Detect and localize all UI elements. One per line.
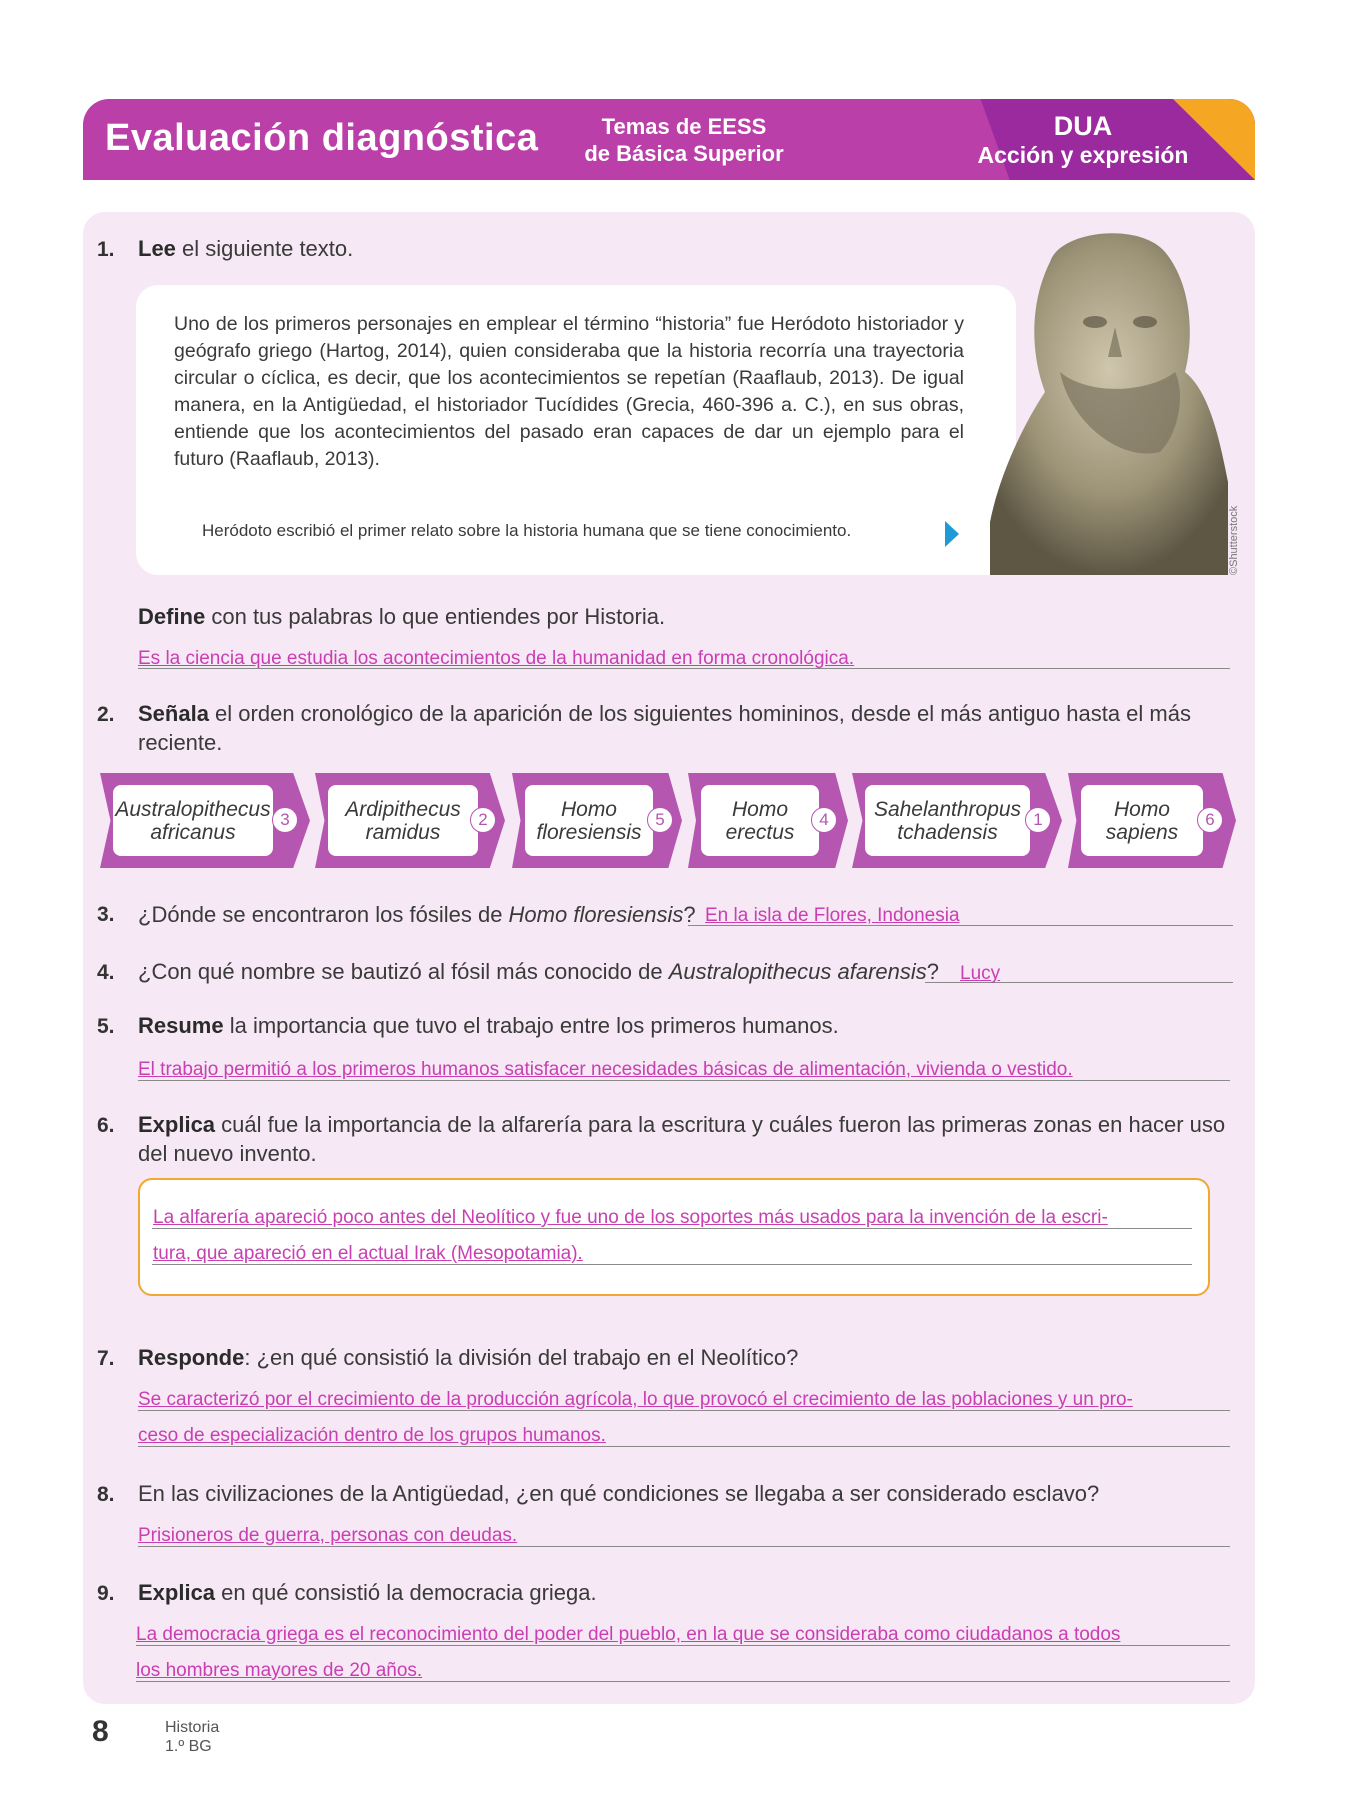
- answer-text: Se caracterizó por el crecimiento de la producción agrícola, lo que provocó el crecimiento de las poblaciones y un pro-: [138, 1389, 1133, 1410]
- herodotus-bust-image: [990, 222, 1228, 575]
- question-number: 8.: [97, 1483, 115, 1506]
- dua-label: DUA Acción y expresión: [977, 111, 1189, 168]
- reading-passage: Uno de los primeros personajes en emplear el término “historia” fue Heródoto historiador y geógrafo griego (Hartog, 2014), quien consideraba que la historia recorría una trayectoria circular o cíclica, es decir, que los acontecimientos se repetían (Raaflaub, 2013). De igual manera, en la Antigüedad, el historiador Tucídides (Grecia, 460-396 a. C.), en sus obras, entiende que los acontecimientos del pasado eran capaces de dar un ejemplo para el futuro (Raaflaub, 2013).: [174, 313, 964, 470]
- answer-text: Prisioneros de guerra, personas con deudas.: [138, 1525, 518, 1546]
- hominin-name: Homo erectus: [701, 785, 819, 856]
- question-7-prompt: Responde: ¿en qué consistió la división del trabajo en el Neolítico?: [138, 1345, 799, 1370]
- reading-passage-box: [136, 285, 1016, 575]
- question-number: 5.: [97, 1015, 115, 1038]
- order-badge: 1: [1025, 807, 1051, 833]
- hominin-name: Australopithecus africanus: [113, 785, 273, 856]
- question-8-prompt: En las civilizaciones de la Antigüedad, ¿en qué condiciones se llegaba a ser considerado esclavo?: [138, 1481, 1100, 1506]
- hominin-name: Ardipithecus ramidus: [328, 785, 478, 856]
- hominin-name: Homo floresiensis: [525, 785, 653, 856]
- answer-text: tura, que apareció en el actual Irak (Mesopotamia).: [153, 1243, 583, 1264]
- question-number: 1.: [97, 238, 115, 261]
- question-9-prompt: Explica en qué consistió la democracia griega.: [138, 1580, 597, 1605]
- order-badge: 4: [811, 807, 837, 833]
- answer-text: los hombres mayores de 20 años.: [136, 1660, 423, 1681]
- answer-text: En la isla de Flores, Indonesia: [705, 905, 960, 926]
- question-number: 6.: [97, 1114, 115, 1137]
- question-number: 4.: [97, 961, 115, 984]
- image-credit: ©Shutterstock: [1228, 505, 1240, 575]
- question-2-prompt: Señala el orden cronológico de la aparición de los siguientes homininos, desde el más antiguo hasta el más reciente.: [138, 701, 1191, 755]
- question-number: 3.: [97, 903, 115, 926]
- answer-text: La alfarería apareció poco antes del Neolítico y fue uno de los soportes más usados para la invención de la escri-: [153, 1207, 1108, 1228]
- question-4-prompt: ¿Con qué nombre se bautizó al fósil más conocido de Australopithecus afarensis?: [138, 959, 940, 984]
- answer-text: ceso de especialización dentro de los grupos humanos.: [138, 1425, 606, 1446]
- question-1-prompt: Lee el siguiente texto.: [138, 236, 354, 261]
- answer-text: Lucy: [960, 963, 1001, 984]
- question-number: 9.: [97, 1582, 115, 1605]
- page-title: Evaluación diagnóstica: [105, 117, 539, 159]
- page-number: 8: [92, 1715, 109, 1748]
- footer-subject: Historia 1.º BG: [165, 1719, 220, 1755]
- order-badge: 5: [647, 807, 673, 833]
- question-3-prompt: ¿Dónde se encontraron los fósiles de Homo floresiensis?: [138, 902, 696, 927]
- answer-text: El trabajo permitió a los primeros humanos satisfacer necesidades básicas de alimentación, vivienda o vestido.: [138, 1059, 1073, 1080]
- question-number: 2.: [97, 703, 115, 726]
- header-subtitle: Temas de EESS de Básica Superior: [584, 114, 784, 166]
- answer-text: Es la ciencia que estudia los acontecimientos de la humanidad en forma cronológica.: [138, 648, 855, 669]
- caption-arrow-icon: [945, 521, 959, 547]
- order-badge: 2: [470, 807, 496, 833]
- hominin-name: Homo sapiens: [1081, 785, 1203, 856]
- define-prompt: Define con tus palabras lo que entiendes por Historia.: [138, 604, 666, 629]
- hominin-name: Sahelanthropus tchadensis: [865, 785, 1030, 856]
- answer-text: La democracia griega es el reconocimiento del poder del pueblo, en la que se consideraba como ciudadanos a todos: [136, 1624, 1121, 1645]
- answer-box: [138, 1178, 1210, 1296]
- image-caption: Heródoto escribió el primer relato sobre la historia humana que se tiene conocimiento.: [202, 521, 852, 540]
- question-5-prompt: Resume la importancia que tuvo el trabajo entre los primeros humanos.: [138, 1013, 839, 1038]
- header-banner: [83, 99, 1255, 180]
- order-badge: 3: [272, 807, 298, 833]
- order-badge: 6: [1197, 807, 1223, 833]
- question-number: 7.: [97, 1347, 115, 1370]
- question-6-prompt: Explica cuál fue la importancia de la alfarería para la escritura y cuáles fueron las primeras zonas en hacer uso del nuevo invento.: [138, 1112, 1226, 1166]
